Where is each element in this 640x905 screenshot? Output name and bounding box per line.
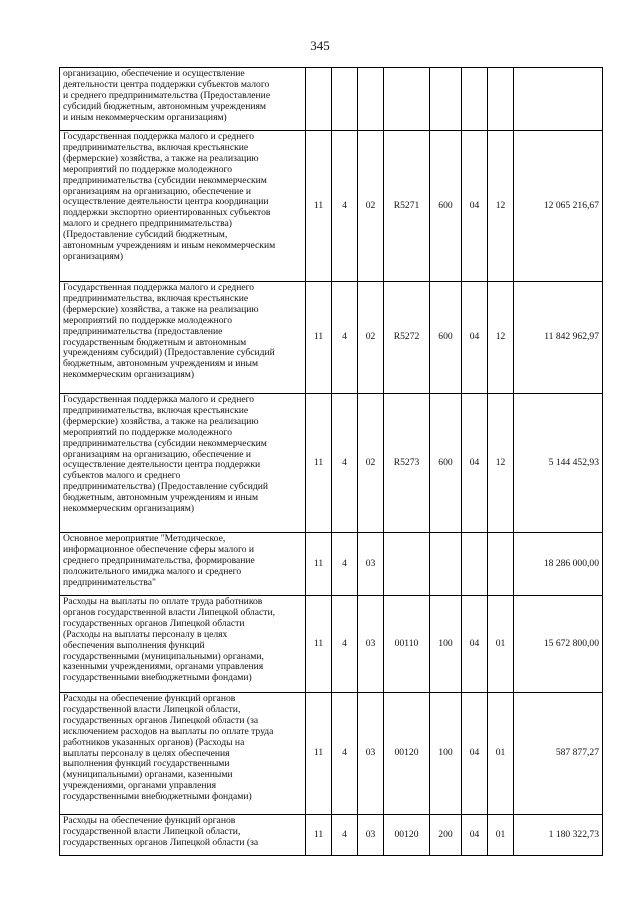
direction-code [384,533,430,596]
description-line: предпринимательства (субсидии некоммерческим [63,174,267,186]
table-row [60,533,603,596]
description-line: субсидий бюджетным, автономным учреждениям [63,100,266,112]
event-code: 03 [358,596,384,693]
program-code [306,68,332,131]
description-line: государственной власти Липецкой области, [63,703,241,715]
direction-code: R5271 [384,131,430,282]
description-line: предпринимательства, включая крестьянские [63,292,249,304]
subprogram-code: 4 [332,533,358,596]
table-row [60,394,603,533]
description-line: автономным учреждениям и иным некоммерческим [63,240,276,252]
section-code: 04 [462,131,488,282]
subsection-code [488,68,514,131]
description-line: (фермерские) хозяйства, а также на реализацию [63,152,259,164]
table-row [60,131,603,282]
description-line: (фермерские) хозяйства, а также на реализацию [63,415,259,427]
description-line: организациям на организацию, обеспечение и [63,448,251,460]
table-row [60,693,603,815]
subsection-code: 01 [488,596,514,693]
program-code: 11 [306,282,332,394]
description-line: органов государственной власти Липецкой области, [63,606,275,618]
description-line: государственных органов Липецкой области (за [63,836,259,848]
description-line: выплаты персоналу в целях обеспечения [63,747,230,759]
description-line: Государственная поддержка малого и среднего [63,131,255,142]
amount-cell: 587 877,27 [514,693,603,815]
description-line: деятельности центра поддержки субъектов малого [63,78,270,90]
event-code: 02 [358,394,384,533]
amount-cell: 15 672 800,00 [514,596,603,693]
description-line: государственными внебюджетными фондами) [63,791,252,803]
description-line: организациям на организацию, обеспечение и [63,185,251,197]
description-line: обеспечения выполнения функций [63,639,205,651]
subprogram-code: 4 [332,282,358,394]
expense-type-code: 600 [430,282,462,394]
description-line: государственной власти Липецкой области, [63,825,241,837]
description-line: государственным бюджетным и автономным [63,336,247,348]
row-description [60,533,306,596]
subprogram-code: 4 [332,394,358,533]
amount-cell: 1 180 322,73 [514,815,603,856]
description-line: и среднего предпринимательства (Предоставление [63,89,271,101]
description-line: среднего предпринимательства, формирование [63,554,255,566]
direction-code [384,68,430,131]
description-line: некоммерческим организациям) [63,369,195,381]
event-code: 02 [358,131,384,282]
event-code [358,68,384,131]
amount-cell: 11 842 962,97 [514,282,603,394]
subprogram-code [332,68,358,131]
direction-code: 00120 [384,815,430,856]
description-line: исключением расходов на выплаты по оплате труда [63,725,274,737]
table-row [60,815,603,856]
expense-type-code: 100 [430,596,462,693]
row-description [60,68,306,131]
program-code: 11 [306,596,332,693]
table-row [60,596,603,693]
description-line: предпринимательства (субсидии некоммерческим [63,437,267,449]
subprogram-code: 4 [332,131,358,282]
program-code: 11 [306,533,332,596]
description-line: (Расходы на выплаты персоналу в целях [63,628,228,640]
direction-code: 00110 [384,596,430,693]
description-line: предпринимательства, включая крестьянские [63,141,249,153]
description-line: учреждениям субсидий) (Предоставление субсидий [63,347,275,359]
description-line: поддержки экспортно ориентированных субъектов [63,207,271,219]
expense-type-code: 200 [430,815,462,856]
direction-code: 00120 [384,693,430,815]
description-line: мероприятий по поддержке молодежного [63,314,233,326]
expense-type-code: 600 [430,131,462,282]
amount-cell [514,68,603,131]
description-line: Расходы на обеспечение функций органов [63,693,236,704]
description-line: государственными внебюджетными фондами) [63,672,252,684]
page-number: 345 [310,38,330,53]
row-description [60,394,306,533]
section-code [462,533,488,596]
subprogram-code: 4 [332,596,358,693]
description-line: организациям) [63,250,124,262]
program-code: 11 [306,693,332,815]
program-code: 11 [306,394,332,533]
description-line: (муниципальными) органами, казенными [63,769,233,781]
description-line: положительного имиджа малого и среднего [63,565,242,577]
subsection-code: 01 [488,693,514,815]
subsection-code: 12 [488,282,514,394]
direction-code: R5273 [384,394,430,533]
section-code: 04 [462,282,488,394]
description-line: Расходы на обеспечение функций органов [63,815,236,826]
description-line: Расходы на выплаты по оплате труда работников [63,596,263,607]
event-code: 03 [358,533,384,596]
description-line: и иным некоммерческим организациям) [63,111,227,123]
subprogram-code: 4 [332,815,358,856]
description-line: предпринимательства (предоставление [63,325,223,337]
amount-cell: 12 065 216,67 [514,131,603,282]
description-line: организацию, обеспечение и осуществление [63,68,245,79]
expense-type-code: 100 [430,693,462,815]
description-line: (фермерские) хозяйства, а также на реализацию [63,303,259,315]
description-line: предпринимательства" [63,576,156,588]
description-line: Государственная поддержка малого и среднего [63,282,255,293]
section-code [462,68,488,131]
section-code: 04 [462,394,488,533]
row-description [60,693,306,815]
subsection-code: 12 [488,394,514,533]
row-description [60,596,306,693]
row-description [60,131,306,282]
expense-type-code [430,533,462,596]
row-description [60,282,306,394]
direction-code: R5272 [384,282,430,394]
description-line: бюджетным, автономным учреждениям и иным [63,358,259,370]
amount-cell: 5 144 452,93 [514,394,603,533]
description-line: субъектов малого и среднего [63,470,181,482]
subsection-code [488,533,514,596]
description-line: государственных органов Липецкой области (за [63,714,259,726]
description-line: казенными учреждениями, органами управления [63,661,264,673]
event-code: 03 [358,815,384,856]
description-line: государственных органов Липецкой области [63,617,245,629]
table-row [60,68,603,131]
description-line: выполнения функций государственными [63,758,230,770]
description-line: осуществление деятельности центра координации [63,196,269,208]
description-line: мероприятий по поддержке молодежного [63,163,233,175]
table-row [60,282,603,394]
description-line: осуществление деятельности центра поддержки [63,459,261,471]
expense-type-code [430,68,462,131]
description-line: информационное обеспечение сферы малого и [63,543,255,555]
description-line: государственными (муниципальными) органами, [63,650,264,662]
subsection-code: 01 [488,815,514,856]
row-description [60,815,306,856]
description-line: учреждениями, органами управления [63,780,217,792]
event-code: 02 [358,282,384,394]
description-line: мероприятий по поддержке молодежного [63,426,233,438]
section-code: 04 [462,815,488,856]
budget-table [59,67,603,856]
description-line: предпринимательства, включая крестьянские [63,404,249,416]
description-line: малого и среднего предпринимательства) [63,218,232,230]
amount-cell: 18 286 000,00 [514,533,603,596]
event-code: 03 [358,693,384,815]
description-line: (Предоставление субсидий бюджетным, [63,229,228,241]
description-line: бюджетным, автономным учреждениям и иным [63,492,259,504]
program-code: 11 [306,815,332,856]
subsection-code: 12 [488,131,514,282]
description-line: Государственная поддержка малого и среднего [63,394,255,405]
section-code: 04 [462,596,488,693]
subprogram-code: 4 [332,693,358,815]
description-line: некоммерческим организациям) [63,503,195,515]
program-code: 11 [306,131,332,282]
description-line: предпринимательства) (Предоставление субсидий [63,481,269,493]
section-code: 04 [462,693,488,815]
description-line: работников указанных органов) (Расходы на [63,736,245,748]
expense-type-code: 600 [430,394,462,533]
description-line: Основное мероприятие "Методическое, [63,533,226,544]
